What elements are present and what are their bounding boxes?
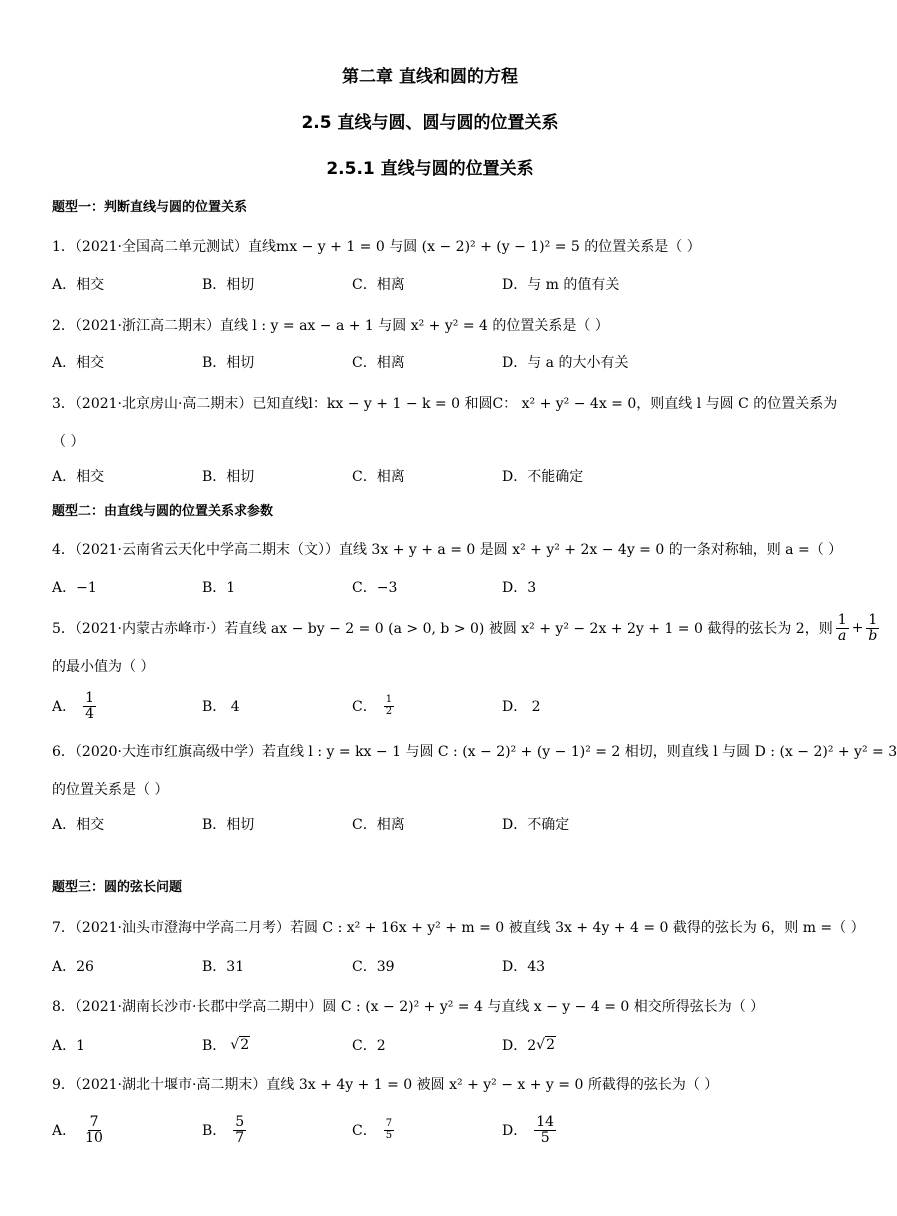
option-b[interactable]: [202, 1025, 250, 1065]
question-9-options: [52, 1110, 812, 1150]
option-a[interactable]: A．相交: [52, 277, 105, 293]
option-a[interactable]: A．相交: [52, 469, 105, 485]
fraction-numerator: 14: [536, 1113, 555, 1130]
fraction-denominator: 2: [385, 705, 393, 717]
option-d[interactable]: D．与 a 的大小有关: [502, 355, 629, 371]
section-heading-2: 题型二：由直线与圆的位置关系求参数: [52, 504, 274, 519]
plus-sign: +: [851, 620, 864, 636]
fraction-numerator: 7: [89, 1113, 99, 1130]
question-4-stem: 4．（2021·云南省云天化中学高二期末（文））直线 3x + y + a = 0 是圆 x² + y² + 2x − 4y = 0 的一条对称轴，则 a =（ ）: [52, 542, 843, 558]
option-label: C．: [352, 699, 377, 715]
option-d[interactable]: D． 2: [502, 699, 541, 715]
fraction-denominator: 7: [235, 1129, 245, 1146]
section-heading-1: 题型一：判断直线与圆的位置关系: [52, 200, 248, 215]
question-5-options: [52, 686, 812, 726]
question-8-options: [52, 1025, 812, 1065]
fraction-1-over-b: [866, 613, 879, 643]
option-a[interactable]: A．1: [52, 1038, 86, 1054]
option-d[interactable]: D．不确定: [502, 817, 570, 833]
option-b[interactable]: B．相切: [202, 277, 255, 293]
option-b[interactable]: B．相切: [202, 355, 255, 371]
option-d[interactable]: D．3: [502, 580, 537, 596]
fraction-numerator: 1: [85, 689, 95, 706]
option-label: B．: [202, 1038, 227, 1054]
square-root: √2: [230, 1037, 250, 1053]
option-b[interactable]: B．31: [202, 959, 245, 975]
question-3-options: [52, 456, 812, 496]
fraction: [83, 691, 96, 721]
option-c[interactable]: C．相离: [352, 469, 405, 485]
option-a[interactable]: [52, 686, 99, 726]
fraction: [233, 1115, 246, 1145]
option-a[interactable]: A．相交: [52, 355, 105, 371]
option-c[interactable]: C．−3: [352, 580, 398, 596]
option-a[interactable]: A．−1: [52, 580, 97, 596]
fraction-numerator: 1: [868, 611, 878, 628]
fraction-denominator: b: [868, 627, 878, 644]
chapter-title: 第二章 直线和圆的方程: [342, 67, 518, 87]
option-c[interactable]: C．相离: [352, 277, 405, 293]
fraction-denominator: a: [837, 627, 847, 644]
option-c[interactable]: [352, 1110, 397, 1150]
option-d[interactable]: D．不能确定: [502, 469, 584, 485]
section-title: 2.5 直线与圆、圆与圆的位置关系: [301, 113, 559, 133]
question-6-stem: 6．（2020·大连市红旗高级中学）若直线 l : y = kx − 1 与圆 C : (x − 2)² + (y − 1)² = 2 相切，则直线 l 与圆 D : (x − 2)² + y² = 3: [52, 744, 897, 760]
option-d[interactable]: D．43: [502, 959, 546, 975]
option-b[interactable]: B． 4: [202, 699, 240, 715]
question-5-stem: 5．（2021·内蒙古赤峰市·）若直线 ax − by − 2 = 0 (a > 0, b > 0) 被圆 x² + y² − 2x + 2y + 1 = 0 截得的弦长为 2，则: [52, 621, 833, 637]
question-2-stem: 2．（2021·浙江高二期末）直线 l : y = ax − a + 1 与圆 x² + y² = 4 的位置关系是（ ）: [52, 318, 609, 334]
option-c[interactable]: [352, 686, 397, 726]
question-7-options: [52, 946, 812, 986]
option-d[interactable]: [502, 1025, 556, 1065]
square-root: √2: [536, 1037, 555, 1053]
fraction-numerator: 7: [385, 1118, 393, 1129]
option-label: B．: [202, 1123, 227, 1139]
fraction-denominator: 5: [540, 1129, 550, 1146]
fraction-numerator: 1: [385, 694, 393, 705]
fraction: [534, 1115, 556, 1145]
question-3-stem: 3．（2021·北京房山·高二期末）已知直线l：kx − y + 1 − k = 0 和圆C： x² + y² − 4x = 0，则直线 l 与圆 C 的位置关系为: [52, 396, 838, 412]
section-heading-3: 题型三：圆的弦长问题: [52, 880, 183, 895]
fraction: [384, 1119, 394, 1141]
question-1-options: [52, 264, 812, 304]
option-label: C．: [352, 1123, 377, 1139]
option-a[interactable]: A．26: [52, 959, 94, 975]
question-4-options: [52, 567, 812, 607]
fraction-denominator: 5: [385, 1129, 393, 1141]
option-d[interactable]: D．与 m 的值有关: [502, 277, 620, 293]
option-b[interactable]: [202, 1110, 249, 1150]
question-7-stem: 7．（2021·汕头市澄海中学高二月考）若圆 C : x² + 16x + y² + m = 0 被直线 3x + 4y + 4 = 0 截得的弦长为 6，则 m =（ ）: [52, 920, 865, 936]
fraction-numerator: 1: [837, 611, 847, 628]
option-b[interactable]: B．1: [202, 580, 236, 596]
option-a[interactable]: A．相交: [52, 817, 105, 833]
fraction-1-over-a: [836, 613, 849, 643]
question-6-options: [52, 804, 812, 844]
question-9-stem: 9．（2021·湖北十堰市·高二期末）直线 3x + 4y + 1 = 0 被圆 x² + y² − x + y = 0 所截得的弦长为（ ）: [52, 1077, 719, 1093]
radicand: 2: [546, 1037, 555, 1053]
option-d[interactable]: [502, 1110, 559, 1150]
radicand: 2: [240, 1037, 250, 1053]
fraction-denominator: 4: [85, 705, 95, 722]
option-c[interactable]: C．39: [352, 959, 395, 975]
question-2-options: [52, 342, 812, 382]
option-label: A．: [52, 699, 77, 715]
question-5-stem-continued: 的最小值为（ ）: [52, 659, 155, 675]
fraction: [384, 695, 394, 717]
option-a[interactable]: [52, 1110, 108, 1150]
option-c[interactable]: C．2: [352, 1038, 386, 1054]
option-label: D．2: [502, 1038, 537, 1054]
option-c[interactable]: C．相离: [352, 817, 405, 833]
option-label: A．: [52, 1123, 77, 1139]
question-5-stem-line: [52, 610, 878, 646]
question-3-stem-continued: （ ）: [52, 434, 85, 450]
fraction-denominator: 10: [85, 1129, 103, 1146]
subsection-title: 2.5.1 直线与圆的位置关系: [326, 159, 534, 179]
option-c[interactable]: C．相离: [352, 355, 405, 371]
fraction-numerator: 5: [235, 1113, 245, 1130]
fraction: [83, 1115, 105, 1145]
question-6-stem-continued: 的位置关系是（ ）: [52, 782, 169, 798]
option-b[interactable]: B．相切: [202, 817, 255, 833]
option-b[interactable]: B．相切: [202, 469, 255, 485]
question-8-stem: 8．（2021·湖南长沙市·长郡中学高二期中）圆 C : (x − 2)² + y² = 4 与直线 x − y − 4 = 0 相交所得弦长为（ ）: [52, 999, 765, 1015]
question-1-stem: 1．（2021·全国高二单元测试）直线mx − y + 1 = 0 与圆 (x − 2)² + (y − 1)² = 5 的位置关系是（ ）: [52, 239, 701, 255]
option-label: D．: [502, 1123, 528, 1139]
